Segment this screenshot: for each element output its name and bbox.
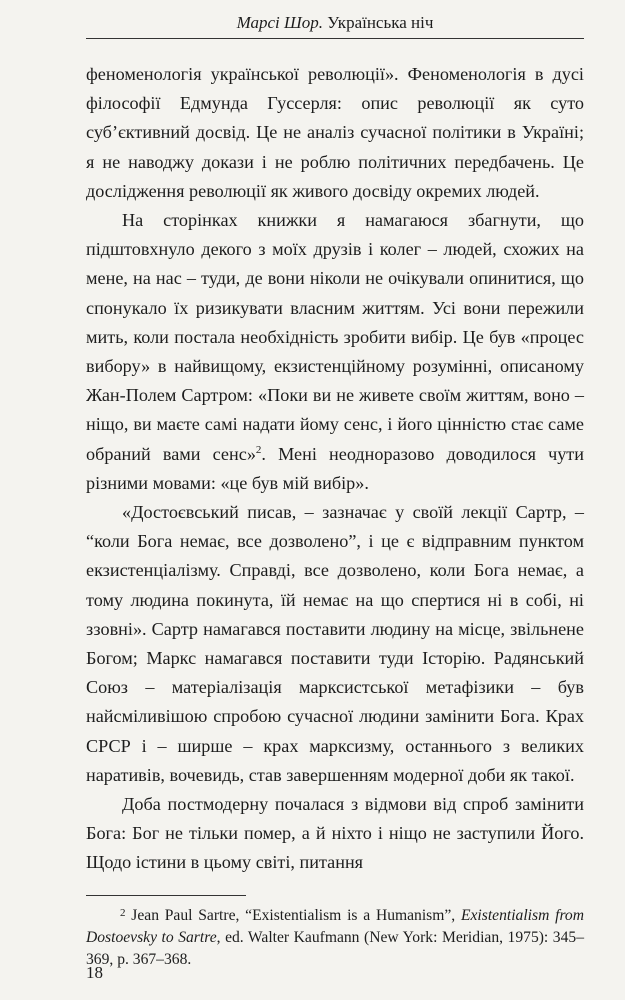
- footnote-rule: [86, 895, 246, 896]
- header-author: Марсі Шор.: [236, 13, 324, 32]
- footnote-number: 2: [120, 907, 126, 919]
- footnote-text-end: , ed. Walter Kaufmann (New York: Meridian, 1975): 345–369, p. 367–368.: [86, 929, 584, 968]
- footnote: [86, 902, 584, 971]
- main-text: [86, 60, 584, 878]
- header-title: Українська ніч: [327, 13, 434, 32]
- header-rule: [86, 38, 584, 39]
- footnote-reference: 2: [255, 443, 262, 456]
- paragraph-4: Доба постмодерну почалася з відмови від спроб замінити Бога: Бог не тільки помер, а й ніхто і ніщо не заступили Його. Щодо істини в цьому світі, питання: [86, 794, 584, 873]
- footnote-book-title: Existentialism from Dostoevsky to Sartre: [86, 907, 584, 946]
- paragraph-2-text-end: . Мені неодноразово доводилося чути різними мовами: «це був мій вибір».: [86, 443, 584, 493]
- footnote-text: Jean Paul Sartre, “Existentialism is a Humanism”,: [131, 907, 456, 924]
- paragraph-1: феноменологія української революції». Феноменологія в дусі філософії Едмунда Гуссерля: опис революції як суто суб’єктивний досвід. Це не аналіз сучасної політики в Україні; я не наводжу докази і не роблю політичних передбачень. Це дослідження революції як живого досвіду окремих людей.: [86, 64, 584, 201]
- paragraph-2: [86, 206, 584, 498]
- paragraph-2-text: На сторінках книжки я намагаюся збагнути, що підштовхнуло декого з моїх друзів і колег – людей, схожих на мене, на нас – туди, де вони ніколи не очікували опинитися, що спонукало їх ризикувати власним життям. Усі вони пережили мить, коли постала необхідність зробити вибір. Це був «процес вибору» в найвищому, екзистенційному розумінні, описаному Жан-Полем Сартром: «Поки ви не живете своїм життям, воно – ніщо, ви маєте самі надати йому сенс, і його цінністю стає саме обраний вами сенс»: [86, 210, 584, 464]
- running-header: [86, 12, 584, 34]
- page-number: 18: [86, 963, 103, 982]
- paragraph-3: «Достоєвський писав, – зазначає у своїй лекції Сартр, – “коли Бога немає, все дозволено”, і це є відправним пунктом екзистенціалізму. Справді, все дозволено, коли Бога немає, а тому людина покинута, їй немає на що спертися ні в собі, ні ззовні». Сартр намагався поставити людину на місце, звільнене Богом; Маркс намагався поставити туди Історію. Радянський Союз – матеріалізація марксистської метафізики – був найсміливішою спробою сучасної людини замінити Бога. Крах СРСР і – ширше – крах марксизму, останнього з великих наративів, вочевидь, став завершенням модерної доби як такої.: [86, 502, 584, 785]
